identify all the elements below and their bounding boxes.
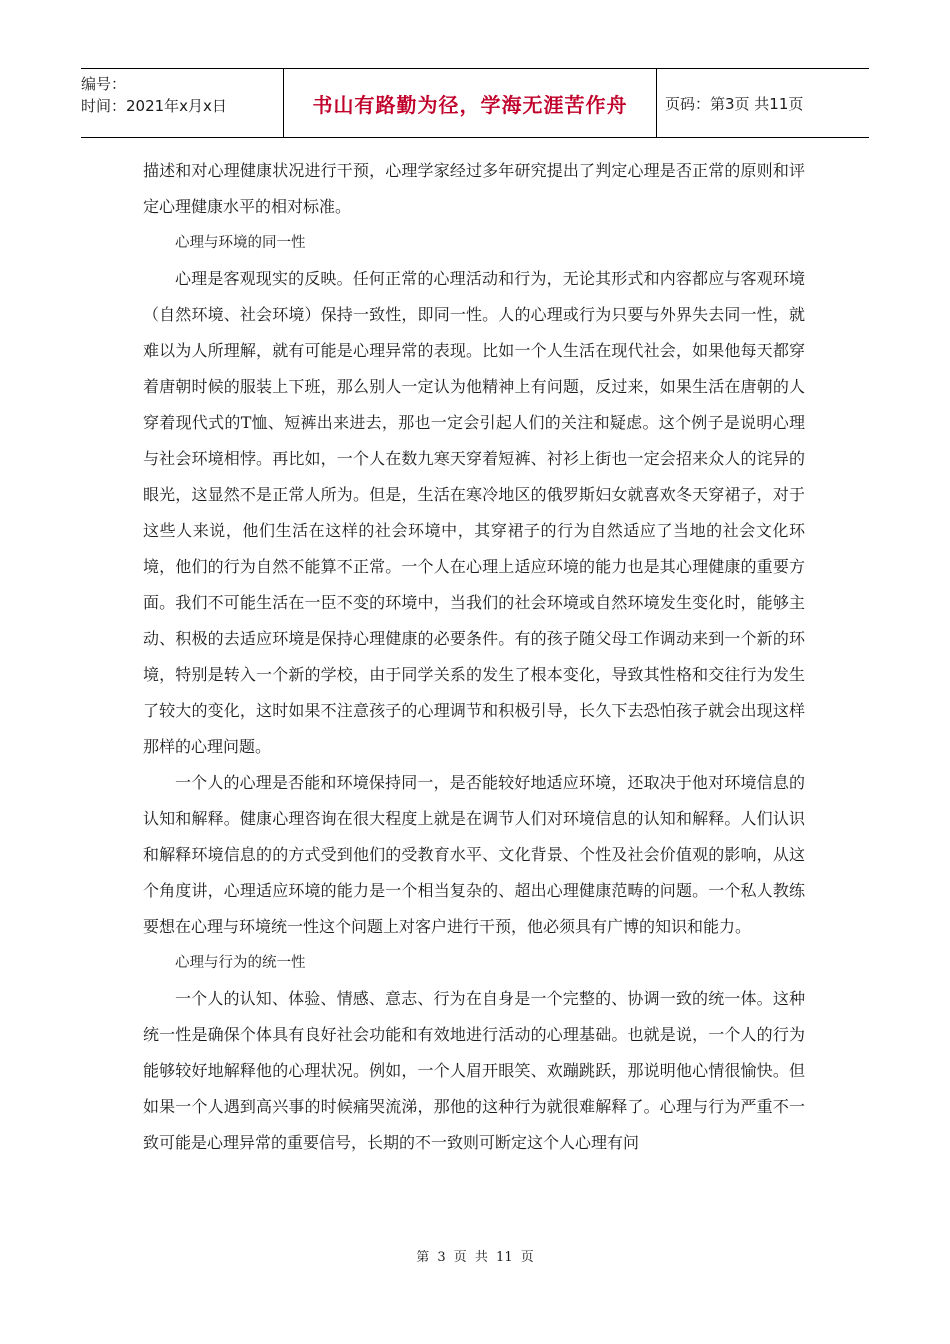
section-heading: 心理与行为的统一性 [175,955,306,971]
paragraph: 描述和对心理健康状况进行干预，心理学家经过多年研究提出了判定心理是否正常的原则和评定心理健康水平的相对标准。 [143,161,805,216]
paragraph: 一个人的心理是否能和环境保持同一，是否能较好地适应环境，还取决于他对环境信息的认知和解释。健康心理咨询在很大程度上就是在调节人们对环境信息的认知和解释。人们认识和解释环境信息的的方式受到他们的受教育水平、文化背景、个性及社会价值观的影响，从这个角度讲，心理适应环境的能力是一个相当复杂的、超出心理健康范畴的问题。一个私人教练要想在心理与环境统一性这个问题上对客户进行干预，他必须具有广博的知识和能力。 [143,773,805,936]
time-label: 时间：2021年x月x日 [81,97,227,115]
section-heading: 心理与环境的同一性 [175,235,306,251]
header-meta [81,69,283,137]
paragraph: 一个人的认知、体验、情感、意志、行为在自身是一个完整的、协调一致的统一体。这种统一性是确保个体具有良好社会功能和有效地进行活动的心理基础。也就是说，一个人的行为能够较好地解释他的心理状况。例如，一个人眉开眼笑、欢蹦跳跃，那说明他心情很愉快。但如果一个人遇到高兴事的时候痛哭流涕，那他的这种行为就很难解释了。心理与行为严重不一致可能是心理异常的重要信号，长期的不一致则可断定这个人心理有问 [143,989,805,1152]
page-header [81,68,869,138]
paragraph: 心理是客观现实的反映。任何正常的心理活动和行为，无论其形式和内容都应与客观环境（自然环境、社会环境）保持一致性，即同一性。人的心理或行为只要与外界失去同一性，就难以为人所理解，就有可能是心理异常的表现。比如一个人生活在现代社会，如果他每天都穿着唐朝时候的服装上下班，那么别人一定认为他精神上有问题，反过来，如果生活在唐朝的人穿着现代式的T恤、短裤出来进去，那也一定会引起人们的关注和疑虑。这个例子是说明心理与社会环境相悖。再比如，一个人在数九寒天穿着短裤、衬衫上街也一定会招来众人的诧异的眼光，这显然不是正常人所为。但是，生活在寒冷地区的俄罗斯妇女就喜欢冬天穿裙子，对于这些人来说，他们生活在这样的社会环境中，其穿裙子的行为自然适应了当地的社会文化环境，他们的行为自然不能算不正常。一个人在心理上适应环境的能力也是其心理健康的重要方面。我们不可能生活在一臣不变的环境中，当我们的社会环境或自然环境发生变化时，能够主动、积极的去适应环境是保持心理健康的必要条件。有的孩子随父母工作调动来到一个新的环境，特别是转入一个新的学校，由于同学关系的发生了根本变化，导致其性格和交往行为发生了较大的变化，这时如果不注意孩子的心理调节和积极引导，长久下去恐怕孩子就会出现这样那样的心理问题。 [143,269,805,756]
header-page-label: 页码：第3页 共11页 [665,94,804,113]
document-body [143,153,805,1161]
page-footer: 第 3 页 共 11 页 [416,1250,534,1265]
serial-label: 编号： [81,75,127,93]
header-motto: 书山有路勤为径，学海无涯苦作舟 [283,69,657,137]
